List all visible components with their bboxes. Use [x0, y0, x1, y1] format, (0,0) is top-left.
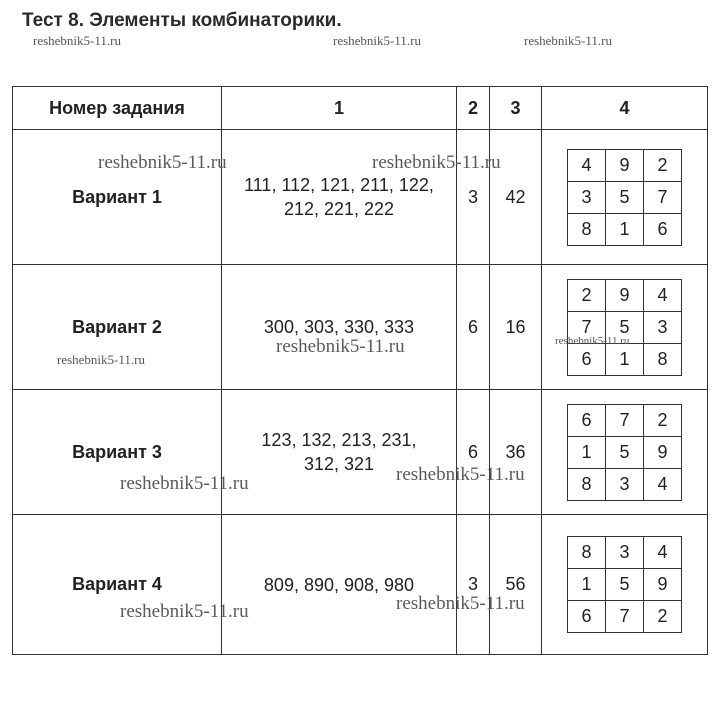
answer-1: 300, 303, 330, 333 [222, 265, 457, 390]
watermark: reshebnik5-11.ru [98, 152, 227, 173]
header-col-3: 3 [490, 87, 542, 130]
grid-cell: 8 [568, 537, 606, 569]
grid-cell: 9 [644, 436, 682, 468]
magic-square [567, 149, 682, 246]
grid-cell: 6 [644, 213, 682, 245]
grid-cell: 8 [568, 213, 606, 245]
watermark: reshebnik5-11.ru [396, 593, 525, 614]
grid-cell: 7 [644, 181, 682, 213]
grid-cell: 6 [568, 404, 606, 436]
grid-cell: 6 [568, 343, 606, 375]
answer-3: 36 [490, 390, 542, 515]
grid-cell: 4 [644, 537, 682, 569]
answer-3: 56 [490, 515, 542, 655]
header-col-1: 1 [222, 87, 457, 130]
header-col-4: 4 [542, 87, 708, 130]
grid-cell: 3 [568, 181, 606, 213]
grid-cell: 4 [644, 468, 682, 500]
answer-1: 809, 890, 908, 980 [222, 515, 457, 655]
answer-1 [222, 390, 457, 515]
watermark: reshebnik5-11.ru [372, 152, 501, 173]
watermark: reshebnik5-11.ru [33, 33, 121, 48]
variant-label: Вариант 4 [13, 515, 222, 655]
grid-cell: 8 [568, 468, 606, 500]
grid-cell: 8 [644, 343, 682, 375]
grid-cell: 1 [568, 569, 606, 601]
answer-4 [542, 390, 708, 515]
grid-cell: 5 [606, 436, 644, 468]
answer-4 [542, 515, 708, 655]
page-title: Тест 8. Элементы комбинаторики. [22, 10, 342, 31]
variant-label: Вариант 3 [13, 390, 222, 515]
grid-cell: 3 [606, 537, 644, 569]
answer-1-text: 111, 112, 121, 211, 122, 212, 221, 222 [244, 175, 434, 219]
header-task-number: Номер задания [13, 87, 222, 130]
answer-1-text: 123, 132, 213, 231, 312, 321 [261, 430, 417, 474]
grid-cell: 7 [568, 311, 606, 343]
header-row [13, 87, 708, 130]
grid-cell: 2 [644, 404, 682, 436]
answer-4 [542, 265, 708, 390]
grid-cell: 5 [606, 181, 644, 213]
table-row [13, 390, 708, 515]
watermark: reshebnik5-11.ru [555, 335, 630, 347]
grid-cell: 1 [568, 436, 606, 468]
table-row [13, 265, 708, 390]
watermark: reshebnik5-11.ru [396, 464, 525, 485]
grid-cell: 9 [606, 149, 644, 181]
magic-square [567, 404, 682, 501]
answer-4 [542, 130, 708, 265]
grid-cell: 3 [606, 468, 644, 500]
watermark: reshebnik5-11.ru [333, 33, 421, 48]
answer-3: 42 [490, 130, 542, 265]
magic-square [567, 536, 682, 633]
watermark: reshebnik5-11.ru [524, 33, 612, 48]
grid-cell: 9 [644, 569, 682, 601]
variant-label: Вариант 1 [13, 130, 222, 265]
table-row [13, 515, 708, 655]
watermark: reshebnik5-11.ru [120, 473, 249, 494]
table-row [13, 130, 708, 265]
answer-1 [222, 130, 457, 265]
grid-cell: 1 [606, 343, 644, 375]
answer-2: 6 [457, 390, 490, 515]
header-col-2: 2 [457, 87, 490, 130]
watermark: reshebnik5-11.ru [276, 336, 405, 357]
answer-3: 16 [490, 265, 542, 390]
grid-cell: 2 [568, 279, 606, 311]
grid-cell: 4 [644, 279, 682, 311]
grid-cell: 9 [606, 279, 644, 311]
answer-2: 3 [457, 515, 490, 655]
grid-cell: 5 [606, 569, 644, 601]
grid-cell: 7 [606, 601, 644, 633]
grid-cell: 3 [644, 311, 682, 343]
grid-cell: 1 [606, 213, 644, 245]
watermark: reshebnik5-11.ru [57, 352, 145, 367]
grid-cell: 6 [568, 601, 606, 633]
answer-2: 6 [457, 265, 490, 390]
grid-cell: 2 [644, 601, 682, 633]
magic-square [567, 279, 682, 376]
variant-label: Вариант 2 [13, 265, 222, 390]
grid-cell: 7 [606, 404, 644, 436]
watermark: reshebnik5-11.ru [120, 601, 249, 622]
grid-cell: 5 [606, 311, 644, 343]
answer-2: 3 [457, 130, 490, 265]
grid-cell: 2 [644, 149, 682, 181]
grid-cell: 4 [568, 149, 606, 181]
